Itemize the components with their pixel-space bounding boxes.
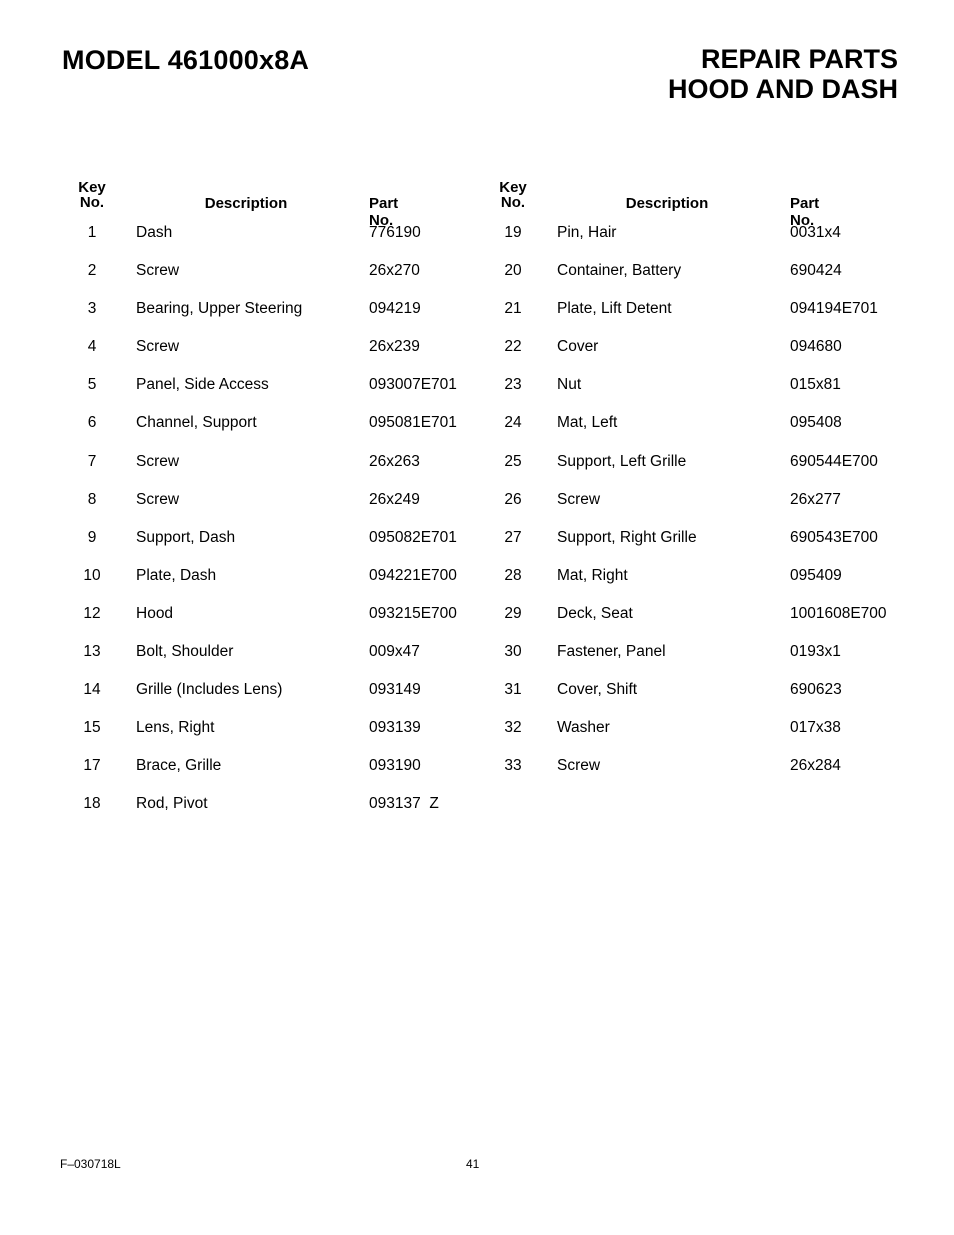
description-cell: Container, Battery — [557, 262, 682, 280]
part-number-cell: 015x81 — [790, 376, 841, 394]
description-cell: Hood — [136, 604, 174, 622]
description-cell: Bolt, Shoulder — [136, 643, 234, 661]
description-cell: Cover, Shift — [557, 681, 638, 699]
description-cell: Dash — [136, 224, 173, 241]
part-number-cell: 095409 — [790, 566, 842, 584]
key-number-cell: 3 — [87, 300, 97, 318]
key-number-cell: 31 — [504, 681, 522, 699]
description-cell: Screw — [136, 452, 180, 470]
description-cell: Support, Left Grille — [557, 452, 687, 470]
key-number-cell: 32 — [504, 719, 522, 737]
part-number-cell: 26x284 — [790, 757, 841, 775]
part-number-cell: 0031x4 — [790, 224, 841, 241]
description-cell: Plate, Dash — [136, 566, 217, 584]
part-number-cell: 009x47 — [369, 643, 420, 661]
key-number-cell: 4 — [87, 338, 97, 356]
key-number-cell: 8 — [87, 490, 97, 508]
key-number-cell: 29 — [504, 604, 522, 622]
description-cell: Brace, Grille — [136, 757, 222, 775]
description-cell: Deck, Seat — [557, 604, 633, 622]
key-number-cell: 19 — [504, 224, 522, 241]
part-no-header: Part No. — [369, 195, 399, 229]
key-number-cell: 30 — [504, 643, 522, 661]
key-header-line2: No. — [79, 194, 105, 211]
description-header: Description — [625, 195, 709, 212]
description-cell: Screw — [136, 262, 180, 280]
key-number-cell: 24 — [504, 414, 522, 432]
key-number-cell: 15 — [83, 719, 101, 737]
description-cell: Lens, Right — [136, 719, 215, 737]
description-cell: Channel, Support — [136, 414, 257, 432]
key-number-cell: 28 — [504, 566, 522, 584]
part-number-cell: 26x270 — [369, 262, 420, 280]
part-number-cell: 094219 — [369, 300, 421, 318]
part-number-cell: 093149 — [369, 681, 421, 699]
section-title-line1: REPAIR PARTS — [700, 44, 898, 74]
description-cell: Support, Dash — [136, 528, 236, 546]
description-cell: Screw — [136, 338, 180, 356]
part-number-cell: 690623 — [790, 681, 842, 699]
key-number-cell: 20 — [504, 262, 522, 280]
part-number-cell: 095081E701 — [369, 414, 457, 432]
key-no-header — [481, 180, 545, 210]
model-title: MODEL 461000x8A — [62, 45, 310, 75]
key-number-cell: 9 — [87, 528, 97, 546]
description-cell: Screw — [557, 490, 601, 508]
key-number-cell: 22 — [504, 338, 522, 356]
key-number-cell: 5 — [87, 376, 97, 394]
part-number-cell: 093215E700 — [369, 604, 457, 622]
key-number-cell: 1 — [87, 224, 97, 241]
document-code: F–030718L — [60, 1157, 121, 1171]
part-number-cell: 094194E701 — [790, 300, 878, 318]
section-title — [668, 44, 898, 104]
key-number-cell: 14 — [83, 681, 101, 699]
description-cell: Rod, Pivot — [136, 795, 208, 813]
part-number-cell: 0193x1 — [790, 643, 841, 661]
part-number-cell: 017x38 — [790, 719, 841, 737]
key-number-cell: 18 — [83, 795, 101, 813]
description-cell: Nut — [557, 376, 582, 394]
part-number-cell: 26x239 — [369, 338, 420, 356]
description-cell: Screw — [136, 490, 180, 508]
key-number-cell: 17 — [83, 757, 101, 775]
description-cell: Bearing, Upper Steering — [136, 300, 303, 318]
part-number-cell: 26x249 — [369, 490, 420, 508]
key-header-line2: No. — [500, 194, 526, 211]
part-number-cell: 093139 — [369, 719, 421, 737]
description-cell: Cover — [557, 338, 599, 356]
part-number-cell: 690544E700 — [790, 452, 878, 470]
description-cell: Plate, Lift Detent — [557, 300, 672, 318]
key-no-header — [60, 180, 124, 210]
part-number-cell: 776190 — [369, 224, 421, 241]
part-number-cell: 26x263 — [369, 452, 420, 470]
key-number-cell: 7 — [87, 452, 97, 470]
description-cell: Panel, Side Access — [136, 376, 269, 394]
part-number-cell: 094680 — [790, 338, 842, 356]
description-cell: Washer — [557, 719, 610, 737]
part-number-cell: 1001608E700 — [790, 604, 887, 622]
key-number-cell: 26 — [504, 490, 522, 508]
key-number-cell: 33 — [504, 757, 522, 775]
part-number-cell: 093190 — [369, 757, 421, 775]
part-number-cell: 690424 — [790, 262, 842, 280]
description-cell: Grille (Includes Lens) — [136, 681, 283, 699]
key-header-line1: Key — [499, 179, 527, 196]
description-cell: Mat, Right — [557, 566, 628, 584]
description-header: Description — [204, 195, 288, 212]
part-no-header: Part No. — [790, 195, 820, 229]
key-header-line1: Key — [78, 179, 106, 196]
key-number-cell: 23 — [504, 376, 522, 394]
description-cell: Mat, Left — [557, 414, 618, 432]
key-number-cell: 2 — [87, 262, 97, 280]
description-cell: Support, Right Grille — [557, 528, 697, 546]
key-number-cell: 12 — [83, 604, 101, 622]
part-number-cell: 095408 — [790, 414, 842, 432]
section-title-line2: HOOD AND DASH — [667, 74, 898, 104]
part-number-cell: 094221E700 — [369, 566, 457, 584]
description-cell: Pin, Hair — [557, 224, 617, 241]
key-number-cell: 25 — [504, 452, 522, 470]
key-number-cell: 21 — [504, 300, 522, 318]
part-number-cell: 690543E700 — [790, 528, 878, 546]
key-number-cell: 13 — [83, 643, 101, 661]
part-number-cell: 093137 Z — [369, 795, 439, 813]
part-number-cell: 093007E701 — [369, 376, 457, 394]
part-number-cell: 095082E701 — [369, 528, 457, 546]
description-cell: Fastener, Panel — [557, 643, 666, 661]
key-number-cell: 6 — [87, 414, 97, 432]
key-number-cell: 27 — [504, 528, 522, 546]
description-cell: Screw — [557, 757, 601, 775]
part-number-cell: 26x277 — [790, 490, 841, 508]
page-number: 41 — [466, 1157, 480, 1171]
key-number-cell: 10 — [83, 566, 101, 584]
